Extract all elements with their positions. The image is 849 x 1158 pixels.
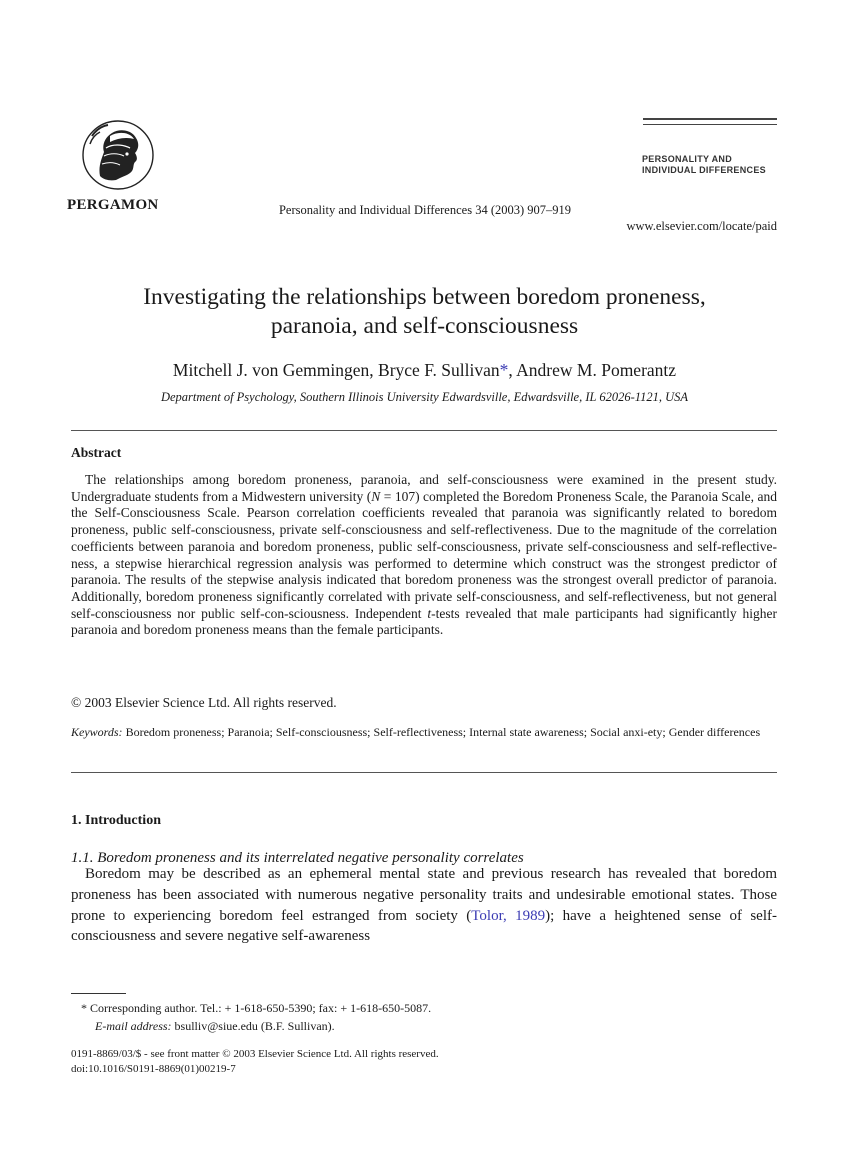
footer-doi[interactable]: doi:10.1016/S0191-8869(01)00219-7: [71, 1063, 236, 1075]
journal-url[interactable]: www.elsevier.com/locate/paid: [626, 219, 777, 233]
authors-text: Mitchell J. von Gemmingen, Bryce F. Sullivan: [172, 360, 500, 380]
journal-logo-rule: [643, 118, 777, 120]
abstract-text-segment: The relationships among boredom proneness, paranoia, and self-consciousness were examined in the present study. Undergraduate students from a Midwestern university (: [71, 472, 777, 504]
section-heading: 1. Introduction: [71, 813, 161, 828]
keywords: [71, 724, 777, 741]
journal-citation: Personality and Individual Differences 34 (2003) 907–919: [278, 203, 572, 217]
article-title-line: Investigating the relationships between boredom proneness,: [143, 284, 706, 310]
intro-paragraph: [71, 864, 777, 947]
abstract-heading: Abstract: [71, 445, 122, 460]
journal-logo-line: INDIVIDUAL DIFFERENCES: [642, 165, 766, 175]
divider: [71, 772, 777, 773]
publisher-name: PERGAMON: [67, 197, 159, 213]
corresponding-author-link[interactable]: *: [499, 360, 509, 380]
sample-size-symbol: N: [371, 488, 381, 504]
subsection-heading: 1.1. Boredom proneness and its interrelated negative personality correlates: [71, 850, 524, 866]
author-affiliation: Department of Psychology, Southern Illinois University Edwardsville, Edwardsville, IL 62026-1121, USA: [160, 390, 689, 404]
footnote-email: [81, 1017, 431, 1035]
email-value[interactable]: bsulliv@siue.edu (B.F. Sullivan).: [171, 1019, 335, 1033]
page-footer: [71, 1047, 439, 1077]
sample-size-value: = 107: [380, 488, 416, 504]
author-list: [60, 360, 789, 381]
abstract-text-segment: -tests revealed that male participants had significantly higher paranoia and boredom proneness means than the female participants.: [71, 605, 777, 638]
footnote-rule: [71, 993, 126, 994]
keywords-list: Boredom proneness; Paranoia; Self-consciousness; Self-reflectiveness; Internal state awareness; Social anxi-ety; Gender differences: [122, 725, 761, 739]
abstract-text: [71, 472, 777, 639]
citation-link[interactable]: Tolor, 1989: [471, 907, 546, 924]
abstract-text-segment: ) completed the Boredom Proneness Scale, the Paranoia Scale, and the Self-Consciousness Scale. Pearson correlation coefficients revealed that paranoia was significantly related to boredom proneness, public self-consciousness, private self-consciousness and self-reflectiveness. Due to the magnitude of the correlation coefficients between paranoia and boredom proneness, public self-consciousness, private self-consciousness and self-reflective-ness, a stepwise hierarchical regression analysis was performed to determine which construct was the strongest predictor of paranoia. The results of the stepwise analysis indicated that boredom proneness was the strongest overall predictor of paranoia. Additionally, boredom proneness significantly correlated with private self-consciousness, and self-reflectiveness, but not general self-consciousness nor public self-con-sciousness. Independent: [71, 488, 777, 621]
footer-front-matter: 0191-8869/03/$ - see front matter © 2003 Elsevier Science Ltd. All rights reserved.: [71, 1048, 439, 1060]
corresponding-author-footnote: [81, 999, 431, 1035]
publisher-logo: [80, 118, 156, 192]
abstract-copyright: © 2003 Elsevier Science Ltd. All rights reserved.: [71, 695, 337, 710]
journal-logo-line: PERSONALITY AND: [642, 154, 733, 164]
paragraph-text: ); have a heightened sense of self-consciousness and severe negative self-awareness: [71, 907, 777, 945]
t-test-symbol: t: [427, 605, 432, 621]
article-title-line: paranoia, and self-consciousness: [270, 313, 579, 339]
email-label: E-mail address:: [95, 1019, 172, 1033]
paragraph-text: Boredom may be described as an ephemeral mental state and previous research has revealed that boredom proneness has been associated with numerous negative personality traits and undesirable emotional states. Those prone to experiencing boredom feel estranged from society (: [71, 866, 777, 924]
footnote-contact: * Corresponding author. Tel.: + 1-618-650-5390; fax: + 1-618-650-5087.: [81, 1001, 432, 1015]
article-title: [60, 283, 789, 341]
journal-logo-rule: [643, 124, 777, 125]
keywords-label: Keywords:: [71, 725, 123, 739]
journal-logo: [642, 154, 766, 176]
authors-text: , Andrew M. Pomerantz: [508, 360, 677, 380]
divider: [71, 430, 777, 431]
